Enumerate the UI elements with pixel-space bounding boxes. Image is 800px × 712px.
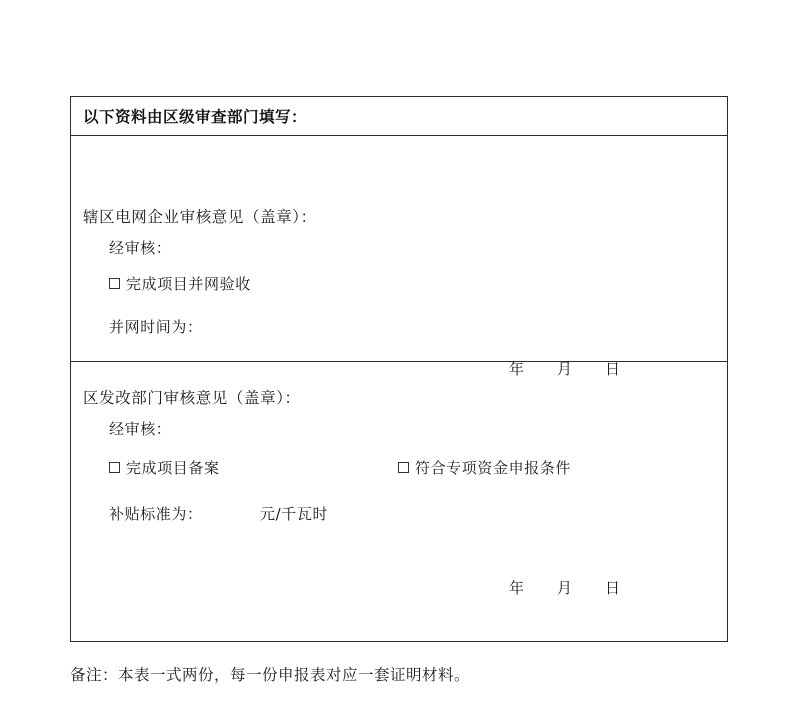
date-mark-day-company: 日: [605, 360, 621, 378]
date-mark-year-company: 年: [509, 360, 525, 378]
section-heading-company: 辖区电网企业审核意见（盖章）：: [83, 208, 317, 226]
field-unit-subsidy-standard: 元/千瓦时: [260, 505, 329, 523]
checkbox-icon[interactable]: [398, 462, 409, 473]
checkbox-label-grid-acceptance: 完成项目并网验收: [126, 275, 251, 293]
section-subheading-company: 经审核：: [109, 239, 172, 257]
form-table: [70, 96, 728, 642]
section-development-reform-review: [71, 362, 727, 641]
section-grid-company-review: [71, 136, 727, 378]
checkbox-row-grid-acceptance[interactable]: [109, 273, 251, 294]
checkbox-icon[interactable]: [109, 278, 120, 289]
checkbox-icon[interactable]: [109, 462, 120, 473]
date-mark-month-company: 月: [557, 360, 573, 378]
checkbox-row-project-filing[interactable]: [109, 457, 220, 478]
checkbox-row-funding-eligibility[interactable]: [398, 457, 571, 478]
checkbox-label-project-filing: 完成项目备案: [126, 459, 220, 477]
field-label-subsidy-standard: 补贴标准为：: [109, 505, 203, 523]
page-title: 以下资料由区级审查部门填写：: [83, 108, 308, 126]
section-subheading-development-reform: 经审核：: [109, 420, 172, 438]
date-mark-year-development-reform: 年: [509, 579, 525, 597]
field-label-grid-connection-time: 并网时间为：: [109, 318, 203, 336]
date-mark-day-development-reform: 日: [605, 579, 621, 597]
section-heading-development-reform: 区发改部门审核意见（盖章）：: [83, 389, 301, 407]
checkbox-label-funding-eligibility: 符合专项资金申报条件: [415, 459, 572, 477]
date-mark-month-development-reform: 月: [557, 579, 573, 597]
table-header-row: [71, 97, 727, 136]
footnote-remark: 备注：本表一式两份，每一份申报表对应一套证明材料。: [70, 666, 471, 684]
